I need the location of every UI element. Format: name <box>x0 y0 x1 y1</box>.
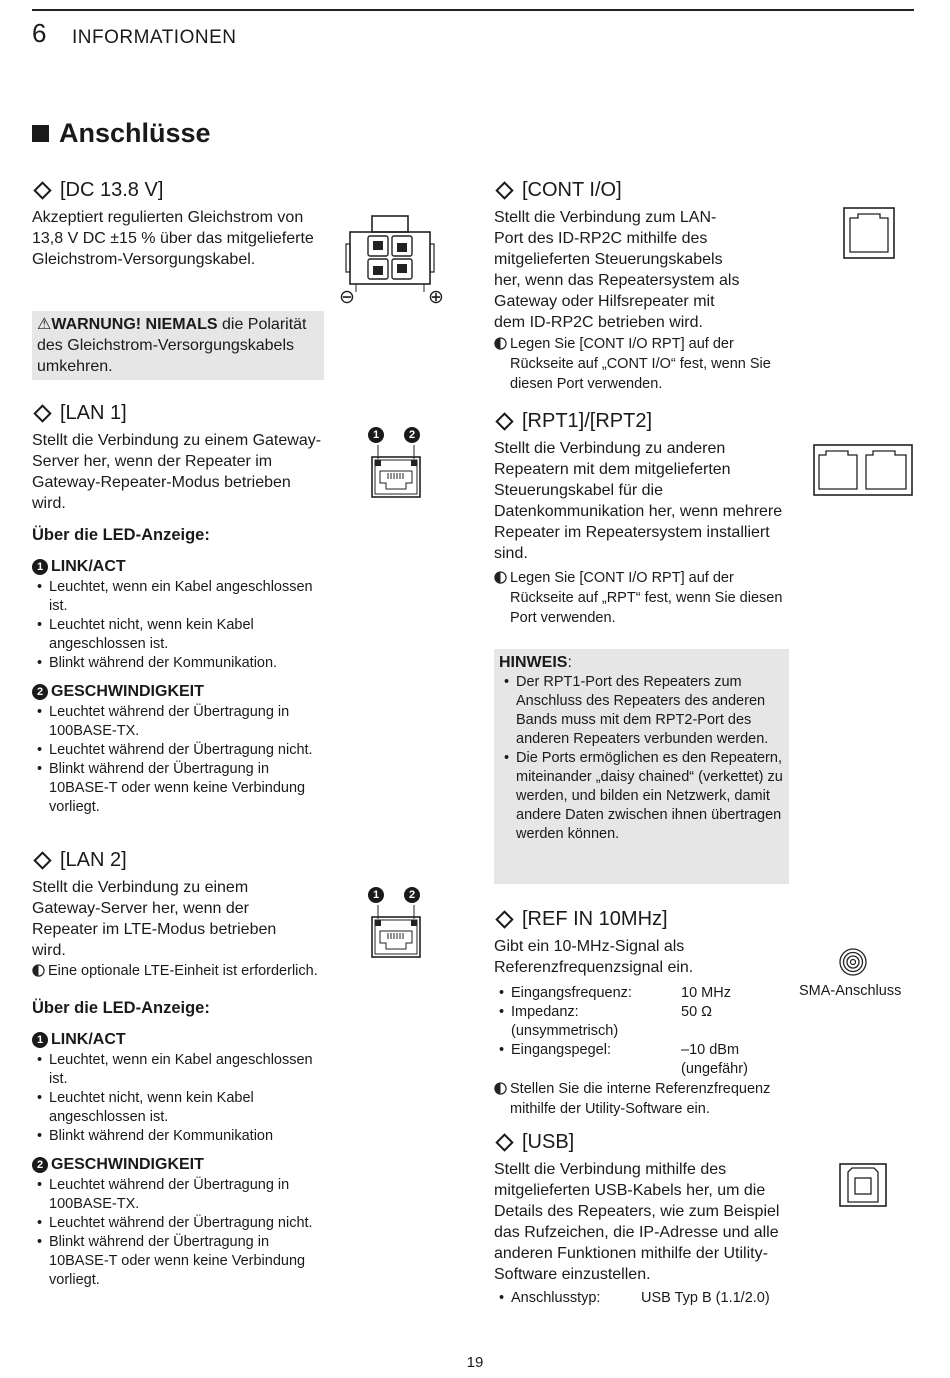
section-heading: [DC 13.8 V] <box>32 177 327 203</box>
diamond-icon <box>495 181 513 199</box>
list-item: • Leuchtet während der Übertragung in 100BASE-TX. <box>32 703 327 741</box>
list-item: • Leuchtet nicht, wenn kein Kabel angeschlossen ist. <box>32 616 327 654</box>
list-item: • Leuchtet während der Übertragung nicht. <box>32 741 327 760</box>
speed-list <box>32 1176 327 1290</box>
list-item: • Leuchtet während der Übertragung nicht. <box>32 1214 327 1233</box>
hinweis-box: HINWEIS: • Der RPT1-Port des Repeaters zum Anschluss des Repeaters des anderen Bands muss mit dem RPT2-Port des anderen Repeaters verbunden werden. • Die Ports ermöglichen es den Repeatern, miteinander „daisy chained“ (verkettet) zu werden, und bilden ein Netzwerk, damit andere Daten zwischen ihnen übertragen werden können. <box>494 649 789 884</box>
note: Legen Sie [CONT I/O RPT] auf der Rückseite auf „CONT I/O“ fest, wenn Sie diesen Port verwenden. <box>494 334 795 394</box>
section-heading: [RPT1]/[RPT2] <box>494 408 794 434</box>
list-item: • Blinkt während der Kommunikation. <box>32 654 327 673</box>
section-heading: [USB] <box>494 1129 794 1155</box>
plus-icon: ⊕ <box>428 287 444 308</box>
info-note-icon <box>494 1082 507 1095</box>
section-heading: [LAN 1] <box>32 400 327 426</box>
section-text: Stellt die Verbindung mithilfe des mitgelieferten USB-Kabels her, um die Details des Repeaters, wie zum Beispiel das Rufzeichen, die IP-Adresse und alle anderen Funktionen mithilfe der Utility-Software einzustellen. <box>494 1161 780 1283</box>
diamond-icon <box>33 404 51 422</box>
marker-2-icon: 2 <box>404 887 420 903</box>
dc-connector-figure <box>340 212 450 313</box>
marker-1-icon: 1 <box>32 1032 48 1048</box>
list-item: • Die Ports ermöglichen es den Repeatern, miteinander „daisy chained“ (verkettet) zu werden, und bilden ein Netzwerk, damit andere Daten zwischen ihnen übertragen werden können. <box>499 749 784 844</box>
section-heading: [CONT I/O] <box>494 177 794 203</box>
chapter-title: INFORMATIONEN <box>72 27 237 48</box>
section-text: Akzeptiert regulierten Gleichstrom von 13,8 V DC ±15 % über das mitgelieferte Gleichstrom-Versorgungskabel. <box>32 209 314 268</box>
marker-2-icon: 2 <box>32 684 48 700</box>
speed-list <box>32 703 327 817</box>
section-cont-io <box>494 177 794 394</box>
speed-title: 2 GESCHWINDIGKEIT <box>32 681 327 703</box>
list-item: • Blinkt während der Übertragung in 10BASE-T oder wenn keine Verbindung vorliegt. <box>32 1233 327 1290</box>
chapter-number: 6 <box>32 18 47 48</box>
header-rule <box>32 9 914 11</box>
hinweis-title: HINWEIS <box>499 654 568 671</box>
diamond-icon <box>495 910 513 928</box>
section-text: Stellt die Verbindung zum LAN-Port des ID-RP2C mithilfe des mitgelieferten Steuerungskabels her, wenn das Repeatersystem als Gateway oder Hilfsrepeater mit dem ID-RP2C betrieben wird. <box>494 209 740 331</box>
sma-label: SMA-Anschluss <box>799 983 902 999</box>
minus-icon: ⊖ <box>339 287 355 308</box>
section-usb <box>494 1129 794 1308</box>
link-act-title: 1 LINK/ACT <box>32 1029 332 1051</box>
list-item: • Leuchtet, wenn ein Kabel angeschlossen ist. <box>32 578 327 616</box>
section-lan1 <box>32 400 327 817</box>
warning-icon: ⚠ <box>37 316 52 333</box>
section-rpt <box>494 408 794 628</box>
led-title: Über die LED-Anzeige: <box>32 999 210 1017</box>
marker-2-icon: 2 <box>404 427 420 443</box>
info-note-icon <box>494 337 507 350</box>
diamond-icon <box>495 412 513 430</box>
link-act-list <box>32 1051 332 1146</box>
page-title-text: Anschlüsse <box>59 118 211 148</box>
section-ref-in <box>494 906 794 1119</box>
link-act-title: 1 LINK/ACT <box>32 556 327 578</box>
info-note-icon <box>32 964 45 977</box>
section-dc <box>32 177 327 270</box>
spec-row: • Eingangsfrequenz: 10 MHz <box>494 984 794 1003</box>
page-title <box>32 118 211 149</box>
section-text: Stellt die Verbindung zu einem Gateway-Server her, wenn der Repeater im LTE-Modus betrieben wird. <box>32 879 277 959</box>
hinweis-list <box>499 673 784 844</box>
note: Eine optionale LTE-Einheit ist erforderlich. <box>32 961 332 981</box>
usb-port-icon <box>838 1162 888 1213</box>
link-act-list <box>32 578 327 673</box>
spec-row: • Eingangspegel: –10 dBm <box>494 1041 794 1060</box>
speed-title: 2 GESCHWINDIGKEIT <box>32 1154 332 1176</box>
spec-row: • Anschlusstyp: USB Typ B (1.1/2.0) <box>494 1289 794 1308</box>
spec-list: • Eingangsfrequenz: 10 MHz • Impedanz: 50 Ω (unsymmetrisch) • Eingangspegel: –10 dBm (ungefähr) <box>494 984 794 1079</box>
section-heading: [LAN 2] <box>32 847 332 873</box>
section-lan2 <box>32 847 332 1290</box>
list-item: • Der RPT1-Port des Repeaters zum Anschluss des Repeaters des anderen Bands muss mit dem RPT2-Port des anderen Repeaters verbunden werden. <box>499 673 784 749</box>
list-item: • Leuchtet während der Übertragung in 100BASE-TX. <box>32 1176 327 1214</box>
section-text: Stellt die Verbindung zu anderen Repeatern mit dem mitgelieferten Steuerungskabel für die Datenkommunikation her, wenn mehrere Repeater im Repeatersystem installiert sind. <box>494 440 783 562</box>
page-number: 19 <box>466 1354 484 1371</box>
sma-connector-icon <box>838 947 868 982</box>
note: Legen Sie [CONT I/O RPT] auf der Rückseite auf „RPT“ fest, wenn Sie diesen Port verwenden. <box>494 568 795 628</box>
marker-2-icon: 2 <box>32 1157 48 1173</box>
note: Stellen Sie die interne Referenzfrequenz mithilfe der Utility-Software ein. <box>494 1079 805 1119</box>
diamond-icon <box>33 181 51 199</box>
spec-row: • Impedanz: 50 Ω <box>494 1003 794 1022</box>
section-text: Stellt die Verbindung zu einem Gateway-Server her, wenn der Repeater im Gateway-Repeater-Modus betrieben wird. <box>32 432 322 512</box>
cont-io-port-icon <box>842 206 896 265</box>
diamond-icon <box>33 851 51 869</box>
led-title: Über die LED-Anzeige: <box>32 526 210 544</box>
list-item: • Blinkt während der Kommunikation <box>32 1127 332 1146</box>
marker-1-icon: 1 <box>32 559 48 575</box>
warning-box: ⚠WARNUNG! NIEMALS die Polarität des Gleichstrom-Versorgungskabels umkehren. <box>32 311 324 380</box>
list-item: • Leuchtet, wenn ein Kabel angeschlossen ist. <box>32 1051 332 1089</box>
diamond-icon <box>495 1133 513 1151</box>
list-item: • Blinkt während der Übertragung in 10BASE-T oder wenn keine Verbindung vorliegt. <box>32 760 327 817</box>
list-item: • Leuchtet nicht, wenn kein Kabel angeschlossen ist. <box>32 1089 332 1127</box>
info-note-icon <box>494 571 507 584</box>
marker-1-icon: 1 <box>368 887 384 903</box>
section-text: Gibt ein 10-MHz-Signal als Referenzfrequenzsignal ein. <box>494 938 694 976</box>
rpt-port-icon <box>812 443 914 502</box>
section-heading: [REF IN 10MHz] <box>494 906 794 932</box>
marker-1-icon: 1 <box>368 427 384 443</box>
square-bullet-icon <box>32 125 49 142</box>
